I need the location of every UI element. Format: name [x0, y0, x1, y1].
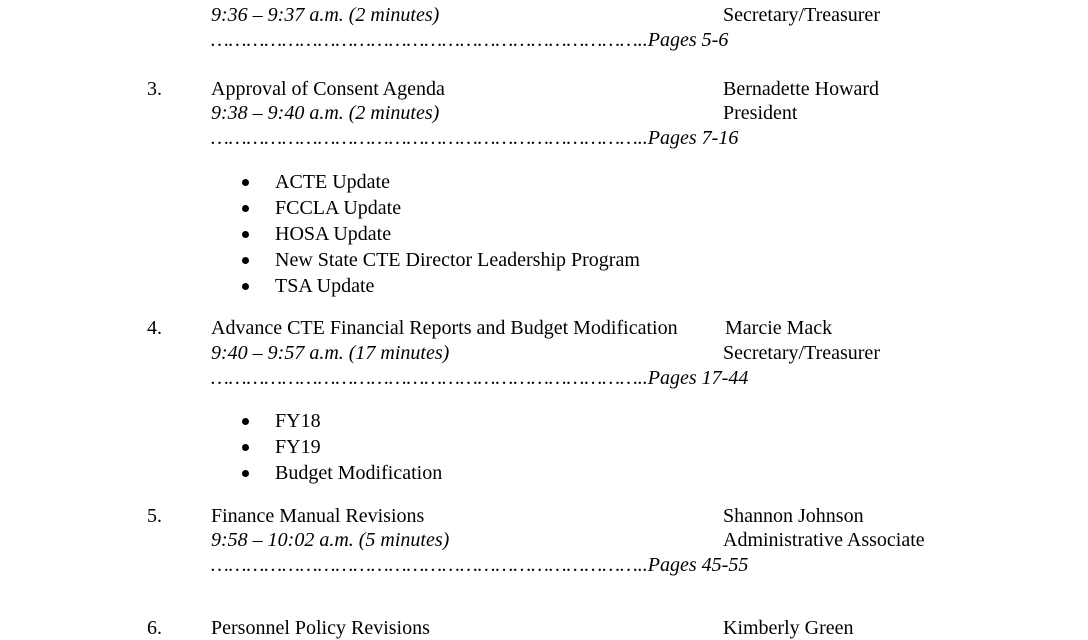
page-range: Pages 17-44	[647, 367, 749, 389]
item-5-title: Finance Manual Revisions	[211, 505, 425, 527]
dot-leader: ………………………………………………………………..	[211, 127, 648, 149]
item-3-bullet-list	[240, 169, 640, 299]
item-3-number: 3.	[147, 78, 162, 100]
item-3-presenter: Bernadette Howard	[723, 78, 880, 100]
item-2-presenter-role: Secretary/Treasurer	[723, 4, 880, 26]
item-2-page-ref	[211, 28, 728, 52]
item-4-number: 4.	[147, 317, 162, 339]
bullet-item: TSA Update	[240, 273, 640, 299]
dot-leader: ………………………………………………………………..	[211, 554, 648, 576]
bullet-item: New State CTE Director Leadership Program	[240, 247, 640, 273]
bullet-item: Budget Modification	[240, 460, 442, 486]
dot-leader: ………………………………………………………………..	[211, 367, 648, 389]
item-5-presenter-role: Administrative Associate	[723, 529, 925, 551]
bullet-icon	[242, 257, 249, 264]
bullet-icon	[242, 205, 249, 212]
item-4-presenter-role: Secretary/Treasurer	[723, 342, 880, 364]
item-5-number: 5.	[147, 505, 162, 527]
page-range: Pages 45-55	[647, 554, 749, 576]
dot-leader: ………………………………………………………………..	[211, 29, 648, 51]
item-3-page-ref	[211, 126, 738, 150]
item-4-page-ref	[211, 366, 748, 390]
item-3-time: 9:38 – 9:40 a.m. (2 minutes)	[211, 102, 440, 124]
bullet-item: FY19	[240, 434, 442, 460]
item-4-title: Advance CTE Financial Reports and Budget Modification	[211, 317, 678, 339]
item-5-page-ref	[211, 553, 748, 577]
item-6-title: Personnel Policy Revisions	[211, 617, 430, 639]
item-5-presenter: Shannon Johnson	[723, 505, 864, 527]
bullet-item: HOSA Update	[240, 221, 640, 247]
item-3-title: Approval of Consent Agenda	[211, 78, 445, 100]
bullet-icon	[242, 444, 249, 451]
bullet-item: FY18	[240, 408, 442, 434]
bullet-icon	[242, 231, 249, 238]
bullet-item: FCCLA Update	[240, 195, 640, 221]
bullet-icon	[242, 179, 249, 186]
item-4-time: 9:40 – 9:57 a.m. (17 minutes)	[211, 342, 450, 364]
page-range: Pages 5-6	[647, 29, 729, 51]
item-2-time: 9:36 – 9:37 a.m. (2 minutes)	[211, 4, 440, 26]
bullet-icon	[242, 418, 249, 425]
item-3-presenter-role: President	[723, 102, 798, 124]
item-4-presenter: Marcie Mack	[725, 317, 833, 339]
item-5-time: 9:58 – 10:02 a.m. (5 minutes)	[211, 529, 450, 551]
page-range: Pages 7-16	[647, 127, 739, 149]
item-6-number: 6.	[147, 617, 162, 639]
item-4-bullet-list	[240, 408, 442, 486]
bullet-item: ACTE Update	[240, 169, 640, 195]
bullet-icon	[242, 470, 249, 477]
bullet-icon	[242, 283, 249, 290]
item-6-presenter: Kimberly Green	[723, 617, 854, 639]
